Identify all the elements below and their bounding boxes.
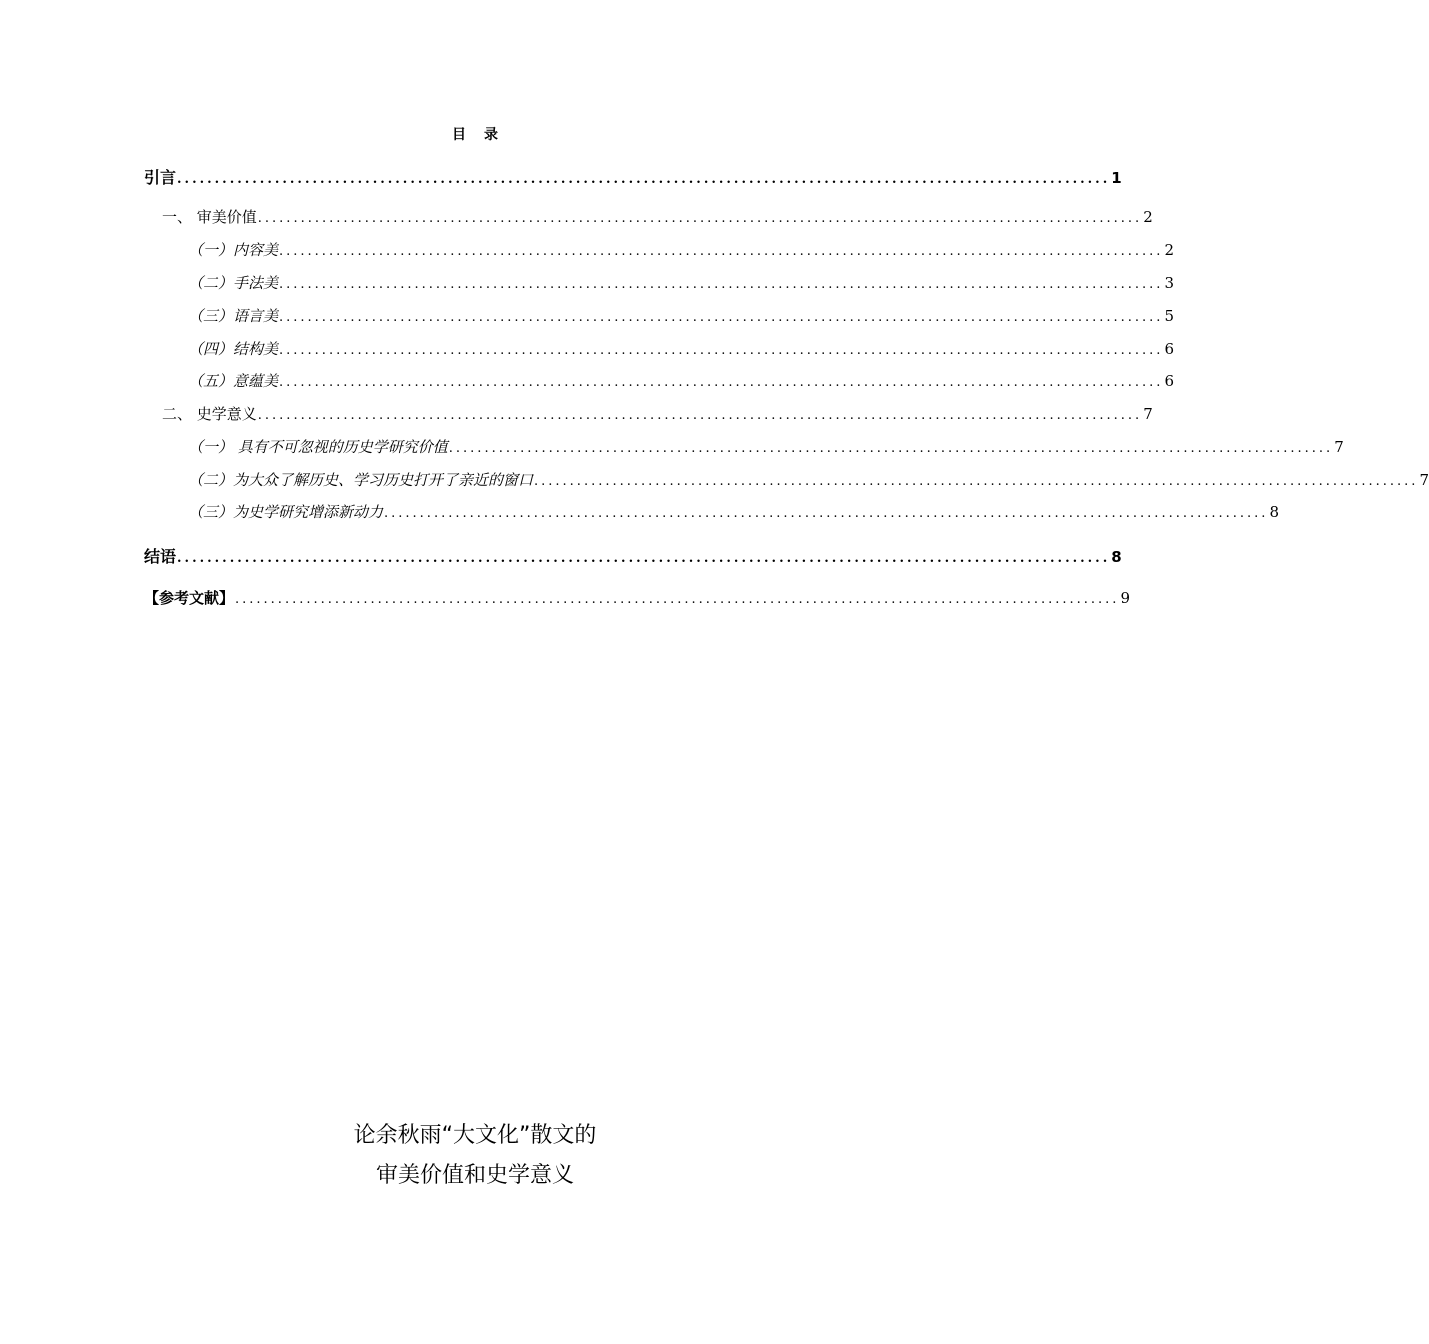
toc-entry-label: （一） 具有不可忽视的历史学研究价值 xyxy=(188,438,448,456)
toc-leader: ............................................................................................................................ xyxy=(279,277,1164,292)
toc-title-right: 录 xyxy=(484,127,498,143)
toc-entry-new-momentum[interactable] xyxy=(188,501,1279,522)
toc-entry-conclusion[interactable] xyxy=(144,544,1122,567)
toc-entry-research-value[interactable] xyxy=(188,436,1344,457)
toc-entry-page: 7 xyxy=(1143,405,1153,423)
toc-entry-label: （三）语言美 xyxy=(188,307,279,325)
toc-entry-page: 2 xyxy=(1164,241,1174,259)
toc-entry-label: （五）意蕴美 xyxy=(188,372,279,390)
toc-entry-label: 【参考文献】 xyxy=(144,589,235,607)
toc-entry-references[interactable] xyxy=(144,587,1130,608)
toc-leader: ............................................................................................................................ xyxy=(534,474,1419,489)
toc-entry-label: 结语 xyxy=(144,547,177,566)
toc-entry-page: 6 xyxy=(1164,340,1174,358)
toc-entry-language-beauty[interactable] xyxy=(188,305,1174,326)
toc-entry-historical-significance[interactable] xyxy=(162,403,1153,424)
toc-entry-page: 9 xyxy=(1120,589,1130,607)
toc-entry-page: 3 xyxy=(1164,274,1174,292)
document-title-line1: 论余秋雨“大文化”散文的 xyxy=(353,1123,597,1148)
toc-entry-page: 7 xyxy=(1419,471,1429,489)
toc-leader: ............................................................................................................................ xyxy=(279,310,1164,325)
document-title-line2: 审美价值和史学意义 xyxy=(375,1163,574,1188)
toc-entry-label: （三）为史学研究增添新动力 xyxy=(188,503,384,521)
toc-entry-label: （二）为大众了解历史、学习历史打开了亲近的窗口 xyxy=(188,471,534,489)
toc-entry-label: 引言 xyxy=(144,168,177,187)
toc-leader: ............................................................................................................................ xyxy=(448,441,1334,456)
toc-leader: ............................................................................................................................ xyxy=(235,592,1120,607)
toc-entry-label: （一）内容美 xyxy=(188,241,279,259)
toc-leader: ............................................................................................................................ xyxy=(177,551,1111,566)
toc-entry-label: 二、 史学意义 xyxy=(162,405,257,423)
toc-leader: ............................................................................................................................ xyxy=(177,172,1111,187)
toc-title xyxy=(0,124,950,144)
toc-leader: ............................................................................................................................ xyxy=(279,244,1164,259)
toc-entry-label: （二）手法美 xyxy=(188,274,279,292)
toc-entry-page: 8 xyxy=(1111,548,1122,566)
toc-entry-structure-beauty[interactable] xyxy=(188,338,1174,359)
toc-leader: ............................................................................................................................ xyxy=(279,343,1164,358)
toc-entry-aesthetic-value[interactable] xyxy=(162,206,1153,227)
toc-entry-page: 6 xyxy=(1164,372,1174,390)
toc-entry-intro[interactable] xyxy=(144,165,1122,188)
toc-entry-page: 7 xyxy=(1334,438,1344,456)
toc-entry-page: 5 xyxy=(1164,307,1174,325)
toc-leader: ............................................................................................................................ xyxy=(257,408,1143,423)
toc-entry-label: 一、 审美价值 xyxy=(162,208,257,226)
toc-entry-public-window[interactable] xyxy=(188,469,1429,490)
toc-entry-page: 1 xyxy=(1111,169,1122,187)
toc-title-left: 目 xyxy=(452,127,466,143)
toc-entry-connotation-beauty[interactable] xyxy=(188,370,1174,391)
toc-entry-label: （四）结构美 xyxy=(188,340,279,358)
toc-entry-page: 2 xyxy=(1143,208,1153,226)
toc-leader: ............................................................................................................................ xyxy=(384,506,1269,521)
toc-leader: ............................................................................................................................ xyxy=(257,211,1143,226)
toc-entry-page: 8 xyxy=(1269,503,1279,521)
toc-entry-technique-beauty[interactable] xyxy=(188,272,1174,293)
toc-entry-content-beauty[interactable] xyxy=(188,239,1174,260)
toc-leader: ............................................................................................................................ xyxy=(279,375,1164,390)
